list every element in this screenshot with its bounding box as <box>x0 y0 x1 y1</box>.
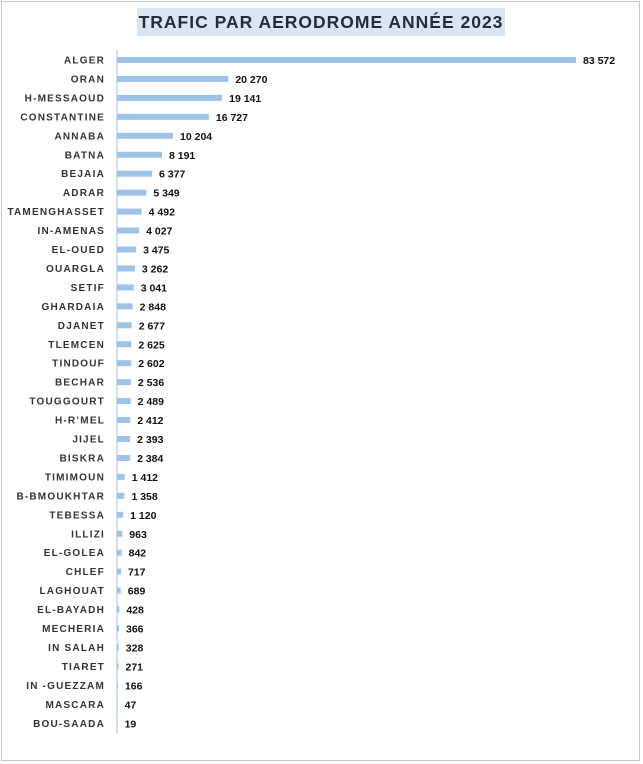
value-label: 2 602 <box>138 358 165 371</box>
value-label: 366 <box>126 623 144 636</box>
category-label: DJANET <box>57 320 105 332</box>
bar <box>117 228 139 234</box>
bar <box>117 284 134 290</box>
value-label: 328 <box>125 642 144 655</box>
bar <box>117 265 135 271</box>
bar <box>117 474 125 480</box>
value-label: 1 412 <box>131 471 159 484</box>
bar <box>117 322 132 328</box>
category-label: GHARDAIA <box>41 301 105 313</box>
bar <box>117 701 118 707</box>
category-label: TOUGGOURT <box>29 396 105 408</box>
value-label: 19 <box>124 718 137 731</box>
bar <box>117 341 131 347</box>
value-label: 5 349 <box>153 187 180 200</box>
bar <box>117 152 162 158</box>
value-label: 19 141 <box>229 92 262 105</box>
chart-title: TRAFIC PAR AERODROME ANNÉE 2023 <box>138 11 504 32</box>
bar <box>117 569 121 575</box>
bar <box>117 209 142 215</box>
value-label: 10 204 <box>180 130 213 143</box>
value-label: 6 377 <box>159 168 186 181</box>
value-label: 2 677 <box>138 320 165 333</box>
value-label: 8 191 <box>168 149 196 162</box>
category-label: B-BMOUKHTAR <box>16 491 105 503</box>
value-label: 428 <box>126 604 144 617</box>
category-label: EL-OUED <box>51 245 105 256</box>
bar <box>117 720 118 726</box>
category-label: LAGHOUAT <box>39 586 105 598</box>
category-label: IN-AMENAS <box>37 226 105 238</box>
value-label: 842 <box>128 547 147 560</box>
value-label: 2 625 <box>138 339 165 352</box>
category-label: CHLEF <box>65 567 105 579</box>
value-label: 717 <box>127 566 146 579</box>
category-label: SETIF <box>70 282 105 294</box>
category-label: ADRAR <box>62 188 105 200</box>
bar <box>117 644 119 650</box>
bar <box>117 57 576 63</box>
value-label: 4 492 <box>148 206 175 219</box>
value-label: 1 120 <box>130 509 157 522</box>
bar <box>117 626 119 632</box>
value-label: 271 <box>125 661 144 674</box>
value-label: 2 848 <box>139 301 166 314</box>
category-label: ANNABA <box>54 131 105 143</box>
bar <box>117 190 146 196</box>
value-label: 963 <box>129 528 147 541</box>
category-label: TINDOUF <box>52 358 105 370</box>
bar <box>117 531 122 537</box>
category-label: BISKRA <box>59 453 105 465</box>
bar <box>117 247 136 253</box>
category-label: ALGER <box>64 55 105 67</box>
value-label: 47 <box>124 699 137 712</box>
bar <box>117 512 123 518</box>
bar <box>117 607 119 613</box>
bar <box>117 379 131 385</box>
category-label: ORAN <box>70 74 105 86</box>
bar <box>117 114 209 120</box>
bar <box>117 493 124 499</box>
value-label: 2 384 <box>137 452 164 465</box>
category-label: TIMIMOUN <box>44 472 105 484</box>
category-label: BEJAIA <box>61 169 105 181</box>
value-label: 20 270 <box>235 73 268 86</box>
bar <box>117 398 131 404</box>
value-label: 166 <box>124 680 143 693</box>
bar <box>117 95 222 101</box>
category-label: TAMENGHASSET <box>7 207 105 219</box>
bar <box>117 303 133 309</box>
bar <box>117 360 131 366</box>
value-label: 3 262 <box>141 263 169 276</box>
category-label: H-MESSAOUD <box>24 93 105 105</box>
value-label: 2 412 <box>137 415 164 428</box>
category-label: ILLIZI <box>71 529 105 541</box>
bar <box>117 588 121 594</box>
category-label: CONSTANTINE <box>20 112 105 124</box>
bar <box>117 455 130 461</box>
value-label: 689 <box>127 585 146 598</box>
value-label: 4 027 <box>146 225 173 238</box>
category-label: BECHAR <box>55 377 105 389</box>
category-label: JIJEL <box>72 434 105 446</box>
value-label: 2 489 <box>137 396 164 409</box>
bar <box>117 171 152 177</box>
value-label: 2 393 <box>137 434 164 446</box>
category-label: EL-GOLEA <box>43 548 105 560</box>
category-label: EL-BAYADH <box>37 605 105 617</box>
value-label: 16 727 <box>215 111 248 124</box>
category-label: IN -GUEZZAM <box>26 680 105 692</box>
category-label: H-R’MEL <box>54 415 105 427</box>
category-label: BOU-SAADA <box>33 718 105 730</box>
value-label: 2 536 <box>137 377 165 390</box>
bar <box>117 417 130 423</box>
category-label: MASCARA <box>45 699 105 711</box>
bar <box>117 550 122 556</box>
category-label: MECHERIA <box>42 624 105 635</box>
bar <box>117 436 130 442</box>
category-label: TLEMCEN <box>48 339 105 351</box>
category-label: OUARGLA <box>46 263 105 275</box>
value-label: 83 572 <box>583 55 616 67</box>
bar <box>117 663 118 669</box>
category-label: IN SALAH <box>48 642 105 654</box>
bar <box>117 76 228 82</box>
value-label: 3 475 <box>143 244 170 257</box>
category-label: TEBESSA <box>49 510 105 522</box>
bar <box>117 682 118 688</box>
category-label: BATNA <box>64 150 105 162</box>
value-label: 3 041 <box>140 282 167 295</box>
bar <box>117 133 173 139</box>
category-label: TIARET <box>61 661 105 673</box>
value-label: 1 358 <box>131 490 158 503</box>
